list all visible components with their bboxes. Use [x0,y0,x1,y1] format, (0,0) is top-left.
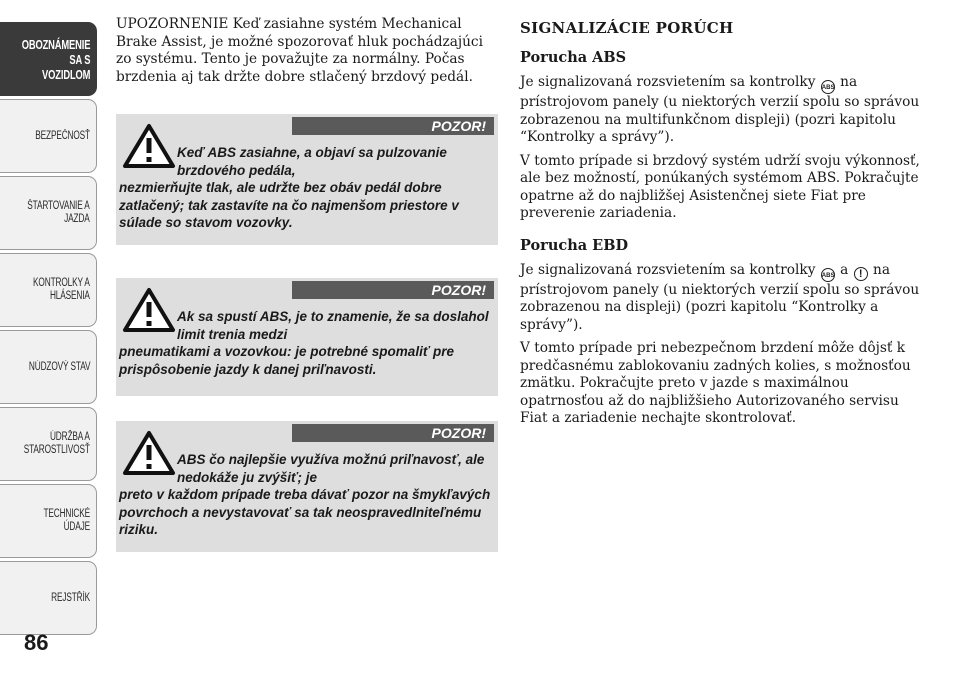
ebd-fault-paragraph [520,262,920,335]
tab-label: TECHNICKÉ ÚDAJE [43,508,90,533]
intro-paragraph: UPOZORNENIE Keď zasiahne systém Mechanical Brake Assist, je možné spozorovať hluk pochádzajúci zo systému. Tento je považujte za normálny. Počas brzdenia aj tak držte dobre stlačený brzdový pedál. [116,16,483,85]
chapter-sidebar [0,0,104,678]
tab-nudzovy-stav[interactable] [0,330,97,404]
warning-title: POZOR! [292,281,494,299]
tab-udrzba[interactable] [0,407,97,481]
page-number: 86 [24,630,49,655]
abs-fault-paragraph-2: V tomto prípade si brzdový systém udrží svoju výkonnosť, ale bez možností, ponúkaných systémom ABS. Pokračujte opatrne až do najbližšej Asistenčnej siete Fiat pre preverenie zariadenia. [520,152,920,221]
warning-rest: nezmierňujte tlak, ale udržte bez obáv pedál dobre zatlačený; tak zastavíte na čo najmenšom priestore v súlade so stavom vozovky. [119,180,459,230]
tab-oboznamenie[interactable] [0,22,97,96]
brake-lamp-icon: ! [854,267,868,281]
warning-rest: pneumatikami a vozovkou: je potrebné spomaliť pre prispôsobenie jazdy k danej priľnavosti. [119,344,455,377]
tab-kontrolky[interactable] [0,253,97,327]
tab-label: OBOZNÁMENIE SA S VOZIDLOM [21,36,90,82]
abs-fault-text-a: Je signalizovaná rozsvietením sa kontrolky [520,74,816,90]
right-column [520,16,920,434]
abs-fault-paragraph [520,74,920,147]
warning-box [116,114,498,245]
section-title: SIGNALIZÁCIE PORÚCH [520,19,734,37]
abs-fault-text-b: na prístrojovom panely (u niektorých verzií spolu so správou zobrazenou na multifunkčnom displeji) (pozri kapitolu “Kontrolky a správy”). [520,74,920,145]
warning-title: POZOR! [292,424,494,442]
tab-label: BEZPEČNOSŤ [35,129,90,142]
warning-rest: preto v každom prípade treba dávať pozor na šmykľavých povrchoch a nevystavovať sa tak neospravedlniteľnému riziku. [119,487,491,537]
tab-rejstrik[interactable] [0,561,97,635]
warning-text [119,451,491,539]
warning-box [116,421,498,552]
abs-fault-title: Porucha ABS [520,49,627,66]
warning-text [119,308,491,378]
ebd-fault-text-b: na prístrojovom panely (u niektorých verzií spolu so správou zobrazenou na displeji) (pozri kapitolu “Kontrolky a správy”). [520,261,920,333]
tab-bezpecnost[interactable] [0,99,97,173]
tab-label: ÚDRŽBA A STAROSTLIVOSŤ [23,431,90,456]
tab-startovanie[interactable] [0,176,97,250]
tab-label: ŠTARTOVANIE A JAZDA [27,200,90,225]
ebd-fault-text-a: Je signalizovaná rozsvietením sa kontrolky [520,261,816,278]
tab-technicke-udaje[interactable] [0,484,97,558]
tab-label: KONTROLKY A HLÁSENIA [33,277,90,302]
warning-title: POZOR! [292,117,494,135]
warning-lead: ABS čo najlepšie využíva možnú priľnavosť, ale nedokáže ju zvýšiť; je [177,452,485,485]
abs-lamp-icon: ABS [821,268,835,282]
ebd-fault-and: a [840,261,849,278]
ebd-fault-title: Porucha EBD [520,236,629,254]
tab-label: NÚDZOVÝ STAV [28,360,90,373]
warning-text [119,144,491,232]
ebd-fault-paragraph-2: V tomto prípade pri nebezpečnom brzdení môže dôjsť k predčasnému zablokovaniu zadných kolies, s možnosťou zmätku. Pokračujte preto v jazde s maximálnou opatrnosťou až do najbližšieho Autorizovaného servisu Fiat a zariadenie nechajte skontrolovať. [520,340,911,426]
warning-box [116,278,498,396]
warning-lead: Ak sa spustí ABS, je to znamenie, že sa doslahol limit trenia medzi [177,309,489,342]
tab-label: REJSTŘÍK [51,591,90,604]
warning-lead: Keď ABS zasiahne, a objaví sa pulzovanie brzdového pedála, [177,145,447,178]
abs-lamp-icon: ABS [821,80,835,94]
left-column [116,16,500,86]
